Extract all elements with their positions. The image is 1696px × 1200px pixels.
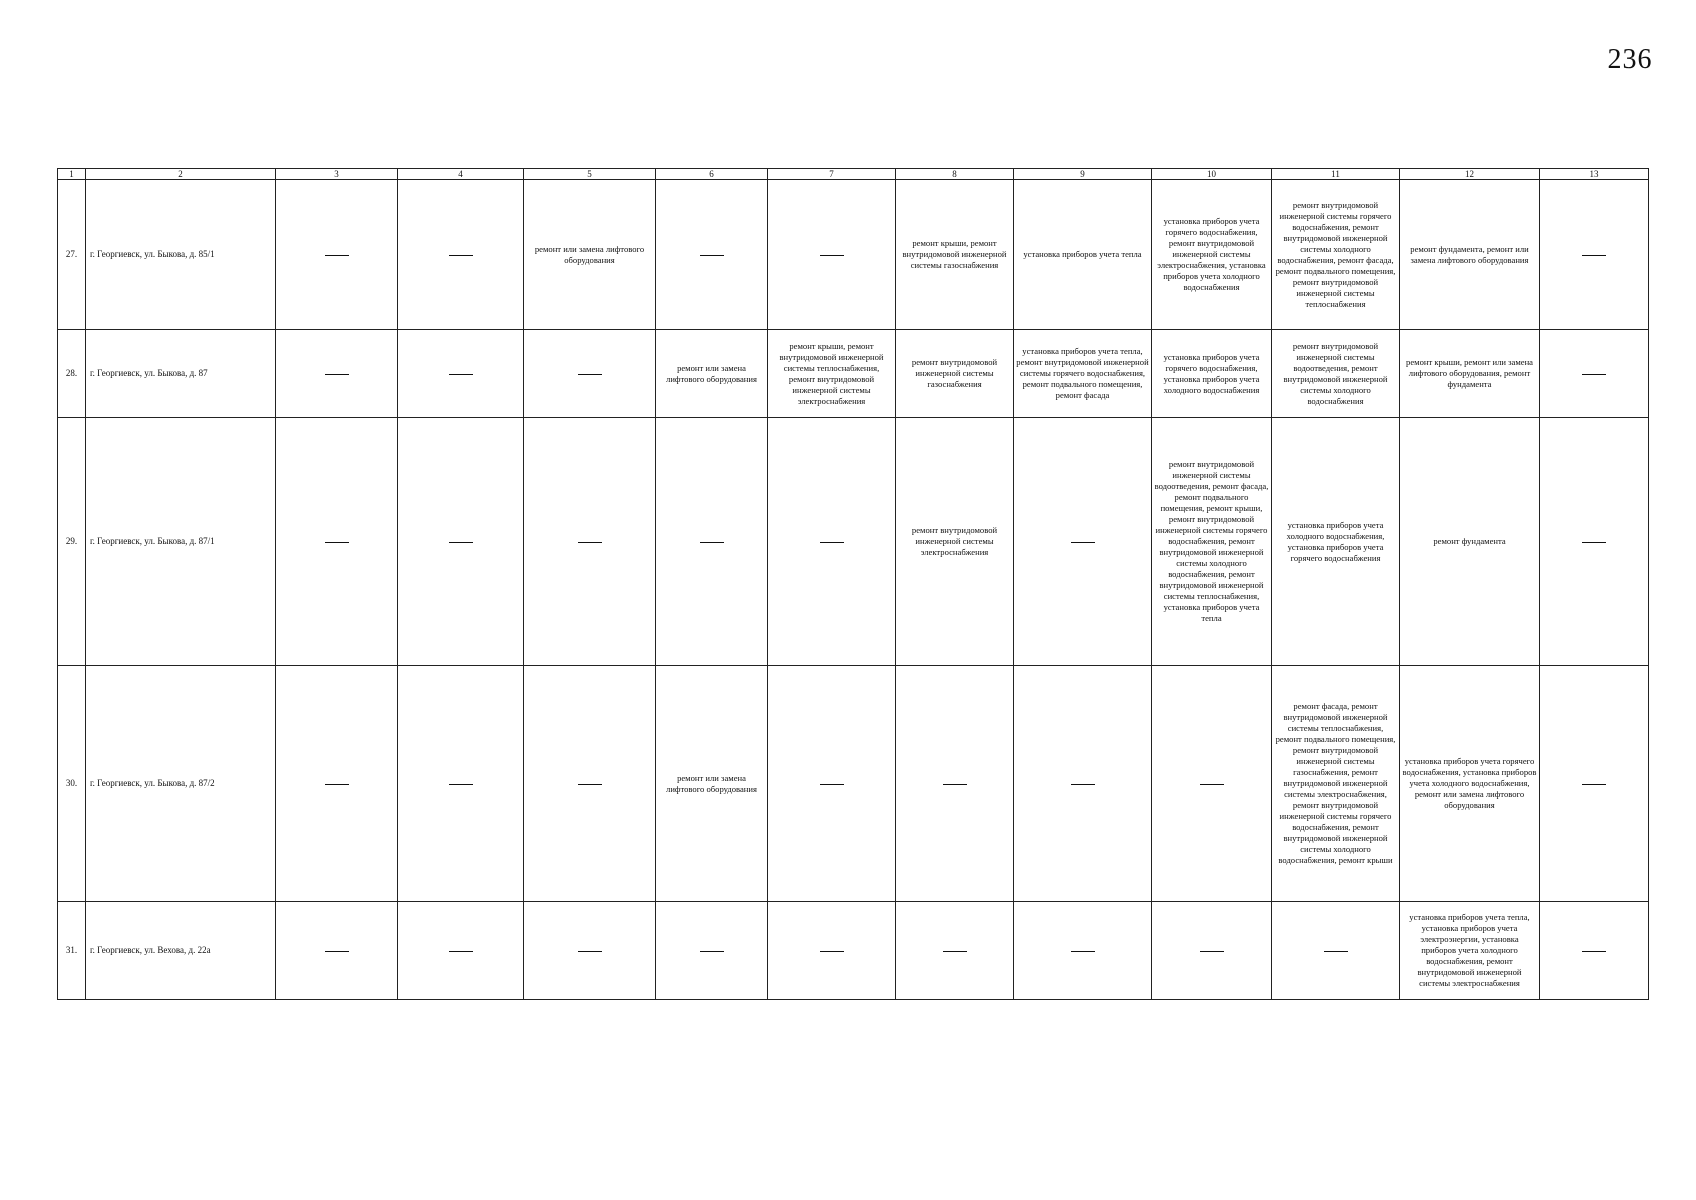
column-number-row [58, 169, 1649, 180]
empty-cell [1540, 418, 1649, 666]
empty-cell [1540, 330, 1649, 418]
empty-cell [524, 330, 656, 418]
column-number: 11 [1272, 169, 1400, 180]
dash-mark [325, 255, 349, 256]
column-number: 8 [896, 169, 1014, 180]
work-cell: ремонт внутридомовой инженерной системы газоснабжения [896, 330, 1014, 418]
dash-mark [1582, 784, 1606, 785]
dash-mark [325, 542, 349, 543]
dash-mark [1071, 951, 1095, 952]
dash-mark [1582, 951, 1606, 952]
column-number: 6 [656, 169, 768, 180]
dash-mark [578, 374, 602, 375]
empty-cell [1272, 902, 1400, 1000]
row-number: 30. [58, 666, 86, 902]
column-number: 10 [1152, 169, 1272, 180]
empty-cell [398, 330, 524, 418]
empty-cell [524, 902, 656, 1000]
empty-cell [524, 666, 656, 902]
empty-cell [398, 666, 524, 902]
empty-cell [1152, 666, 1272, 902]
column-number: 13 [1540, 169, 1649, 180]
empty-cell [276, 180, 398, 330]
address-cell: г. Георгиевск, ул. Быкова, д. 87/2 [86, 666, 276, 902]
empty-cell [276, 418, 398, 666]
column-number: 5 [524, 169, 656, 180]
dash-mark [943, 784, 967, 785]
table-row [58, 330, 1649, 418]
column-number: 3 [276, 169, 398, 180]
work-cell: установка приборов учета тепла, установка приборов учета электроэнергии, установка приборов учета холодного водоснабжения, ремонт внутридомовой инженерной системы электроснабжения [1400, 902, 1540, 1000]
dash-mark [1200, 784, 1224, 785]
work-cell: установка приборов учета тепла, ремонт внутридомовой инженерной системы горячего водоснабжения, ремонт подвального помещения, ремонт фасада [1014, 330, 1152, 418]
table-row [58, 902, 1649, 1000]
work-cell: установка приборов учета горячего водоснабжения, установка приборов учета холодного водоснабжения, ремонт или замена лифтового оборудования [1400, 666, 1540, 902]
empty-cell [276, 666, 398, 902]
empty-cell [1152, 902, 1272, 1000]
column-number: 1 [58, 169, 86, 180]
row-number: 28. [58, 330, 86, 418]
empty-cell [656, 180, 768, 330]
row-number: 27. [58, 180, 86, 330]
dash-mark [1582, 542, 1606, 543]
row-number: 29. [58, 418, 86, 666]
work-cell: установка приборов учета холодного водоснабжения, установка приборов учета горячего водоснабжения [1272, 418, 1400, 666]
empty-cell [1540, 666, 1649, 902]
empty-cell [1014, 666, 1152, 902]
empty-cell [1014, 418, 1152, 666]
dash-mark [449, 951, 473, 952]
work-cell: ремонт фундамента [1400, 418, 1540, 666]
address-cell: г. Георгиевск, ул. Быкова, д. 85/1 [86, 180, 276, 330]
empty-cell [656, 902, 768, 1000]
work-cell: установка приборов учета горячего водоснабжения, установка приборов учета холодного водоснабжения [1152, 330, 1272, 418]
dash-mark [1200, 951, 1224, 952]
dash-mark [449, 784, 473, 785]
work-cell: ремонт или замена лифтового оборудования [656, 666, 768, 902]
empty-cell [896, 666, 1014, 902]
empty-cell [656, 418, 768, 666]
empty-cell [398, 418, 524, 666]
repair-schedule-table [57, 168, 1649, 1000]
work-cell: ремонт крыши, ремонт внутридомовой инженерной системы газоснабжения [896, 180, 1014, 330]
work-cell: ремонт крыши, ремонт внутридомовой инженерной системы теплоснабжения, ремонт внутридомовой инженерной системы электроснабжения [768, 330, 896, 418]
dash-mark [1582, 374, 1606, 375]
empty-cell [398, 902, 524, 1000]
address-cell: г. Георгиевск, ул. Вехова, д. 22а [86, 902, 276, 1000]
dash-mark [700, 542, 724, 543]
empty-cell [276, 330, 398, 418]
dash-mark [820, 784, 844, 785]
dash-mark [325, 784, 349, 785]
dash-mark [1071, 542, 1095, 543]
work-cell: установка приборов учета горячего водоснабжения, ремонт внутридомовой инженерной системы электроснабжения, установка приборов учета холодного водоснабжения [1152, 180, 1272, 330]
empty-cell [768, 180, 896, 330]
empty-cell [1540, 902, 1649, 1000]
work-cell: ремонт внутридомовой инженерной системы водоотведения, ремонт фасада, ремонт подвального помещения, ремонт крыши, ремонт внутридомовой инженерной системы горячего водоснабжения, ремонт внутридомовой инженерной системы холодного водоснабжения, ремонт внутридомовой инженерной системы теплоснабжения, установка приборов учета тепла [1152, 418, 1272, 666]
work-cell: установка приборов учета тепла [1014, 180, 1152, 330]
work-cell: ремонт фасада, ремонт внутридомовой инженерной системы теплоснабжения, ремонт подвального помещения, ремонт внутридомовой инженерной системы газоснабжения, ремонт внутридомовой инженерной системы электроснабжения, ремонт внутридомовой инженерной системы горячего водоснабжения, ремонт внутридомовой инженерной системы холодного водоснабжения, ремонт крыши [1272, 666, 1400, 902]
column-number: 2 [86, 169, 276, 180]
row-number: 31. [58, 902, 86, 1000]
dash-mark [700, 255, 724, 256]
dash-mark [1324, 951, 1348, 952]
empty-cell [1014, 902, 1152, 1000]
column-number: 12 [1400, 169, 1540, 180]
dash-mark [325, 951, 349, 952]
work-cell: ремонт фундамента, ремонт или замена лифтового оборудования [1400, 180, 1540, 330]
dash-mark [449, 374, 473, 375]
empty-cell [768, 902, 896, 1000]
empty-cell [276, 902, 398, 1000]
dash-mark [449, 255, 473, 256]
dash-mark [578, 542, 602, 543]
table-row [58, 666, 1649, 902]
dash-mark [820, 255, 844, 256]
column-number: 4 [398, 169, 524, 180]
empty-cell [896, 902, 1014, 1000]
dash-mark [449, 542, 473, 543]
work-cell: ремонт внутридомовой инженерной системы горячего водоснабжения, ремонт внутридомовой инженерной системы холодного водоснабжения, ремонт фасада, ремонт подвального помещения, ремонт внутридомовой инженерной системы теплоснабжения [1272, 180, 1400, 330]
work-cell: ремонт внутридомовой инженерной системы электроснабжения [896, 418, 1014, 666]
column-number: 9 [1014, 169, 1152, 180]
address-cell: г. Георгиевск, ул. Быкова, д. 87 [86, 330, 276, 418]
work-cell: ремонт или замена лифтового оборудования [524, 180, 656, 330]
empty-cell [768, 418, 896, 666]
work-cell: ремонт крыши, ремонт или замена лифтового оборудования, ремонт фундамента [1400, 330, 1540, 418]
column-number: 7 [768, 169, 896, 180]
dash-mark [578, 784, 602, 785]
empty-cell [524, 418, 656, 666]
dash-mark [1071, 784, 1095, 785]
dash-mark [578, 951, 602, 952]
empty-cell [768, 666, 896, 902]
address-cell: г. Георгиевск, ул. Быкова, д. 87/1 [86, 418, 276, 666]
dash-mark [820, 951, 844, 952]
dash-mark [700, 951, 724, 952]
dash-mark [325, 374, 349, 375]
dash-mark [943, 951, 967, 952]
dash-mark [1582, 255, 1606, 256]
table-row [58, 180, 1649, 330]
work-cell: ремонт внутридомовой инженерной системы водоотведения, ремонт внутридомовой инженерной системы холодного водоснабжения [1272, 330, 1400, 418]
empty-cell [1540, 180, 1649, 330]
empty-cell [398, 180, 524, 330]
work-cell: ремонт или замена лифтового оборудования [656, 330, 768, 418]
page-number: 236 [1607, 44, 1653, 75]
table-row [58, 418, 1649, 666]
dash-mark [820, 542, 844, 543]
